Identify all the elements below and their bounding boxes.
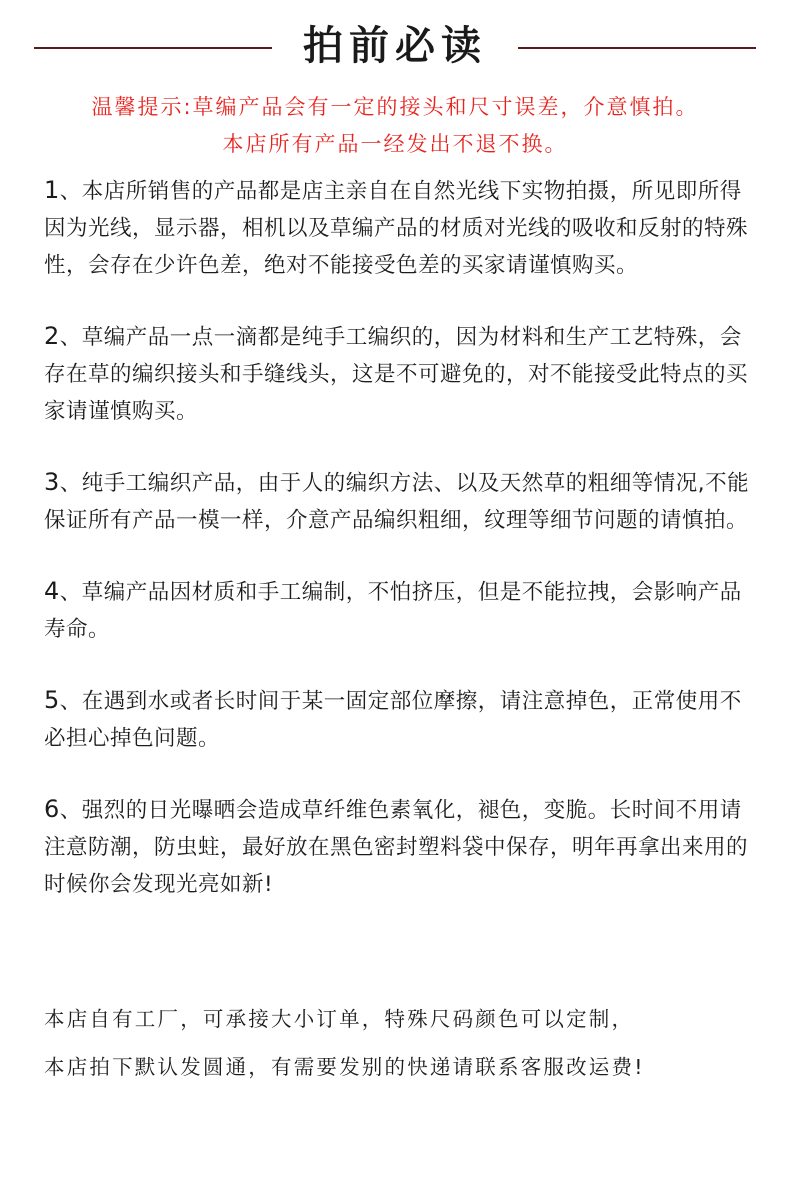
rule-text: 、在遇到水或者长时间于某一固定部位摩擦，请注意掉色，正常使用不必担心掉色问题。 — [44, 689, 742, 751]
rule-number: 3 — [44, 468, 60, 496]
rule-number: 1 — [44, 176, 60, 204]
header-rule-left — [34, 47, 272, 49]
notice-line-1: 温馨提示:草编产品会有一定的接头和尺寸误差，介意慎拍。 — [91, 95, 699, 119]
rule-item-1 — [44, 172, 750, 284]
footer-line-1: 本店自有工厂，可承接大小订单，特殊尺码颜色可以定制， — [44, 1007, 635, 1031]
rules-list — [44, 172, 750, 937]
rule-item-6 — [44, 791, 750, 903]
rule-text: 、草编产品因材质和手工编制，不怕挤压，但是不能拉拽，会影响产品寿命。 — [44, 580, 742, 642]
rule-item-2 — [44, 318, 750, 430]
rule-item-3 — [44, 464, 750, 539]
rule-item-5 — [44, 682, 750, 757]
rule-text: 、纯手工编织产品，由于人的编织方法、以及天然草的粗细等情况,不能保证所有产品一模一样，介意产品编织粗细，纹理等细节问题的请慎拍。 — [44, 471, 750, 533]
header — [0, 14, 790, 78]
rule-text: 、本店所销售的产品都是店主亲自在自然光线下实物拍摄，所见即所得因为光线，显示器，相机以及草编产品的材质对光线的吸收和反射的特殊性，会存在少许色差，绝对不能接受色差的买家请谨慎购买。 — [44, 179, 749, 278]
header-rule-right — [518, 47, 756, 49]
rule-number: 6 — [44, 795, 60, 823]
rule-text: 、草编产品一点一滴都是纯手工编织的，因为材料和生产工艺特殊，会存在草的编织接头和手缝线头，这是不可避免的，对不能接受此特点的买家请谨慎购买。 — [44, 325, 749, 424]
rule-number: 5 — [44, 686, 60, 714]
rule-number: 4 — [44, 577, 60, 605]
rule-text: 、强烈的日光曝晒会造成草纤维色素氧化，褪色，变脆。长时间不用请注意防潮，防虫蛀，最好放在黑色密封塑料袋中保存，明年再拿出来用的时候你会发现光亮如新! — [44, 798, 749, 897]
footer-line-2: 本店拍下默认发圆通，有需要发别的快递请联系客服改运费! — [44, 1055, 645, 1079]
rule-number: 2 — [44, 322, 60, 350]
rule-item-4 — [44, 573, 750, 648]
notice-line-2: 本店所有产品一经发出不退不换。 — [222, 132, 568, 156]
page-title: 拍前必读 — [303, 23, 487, 69]
